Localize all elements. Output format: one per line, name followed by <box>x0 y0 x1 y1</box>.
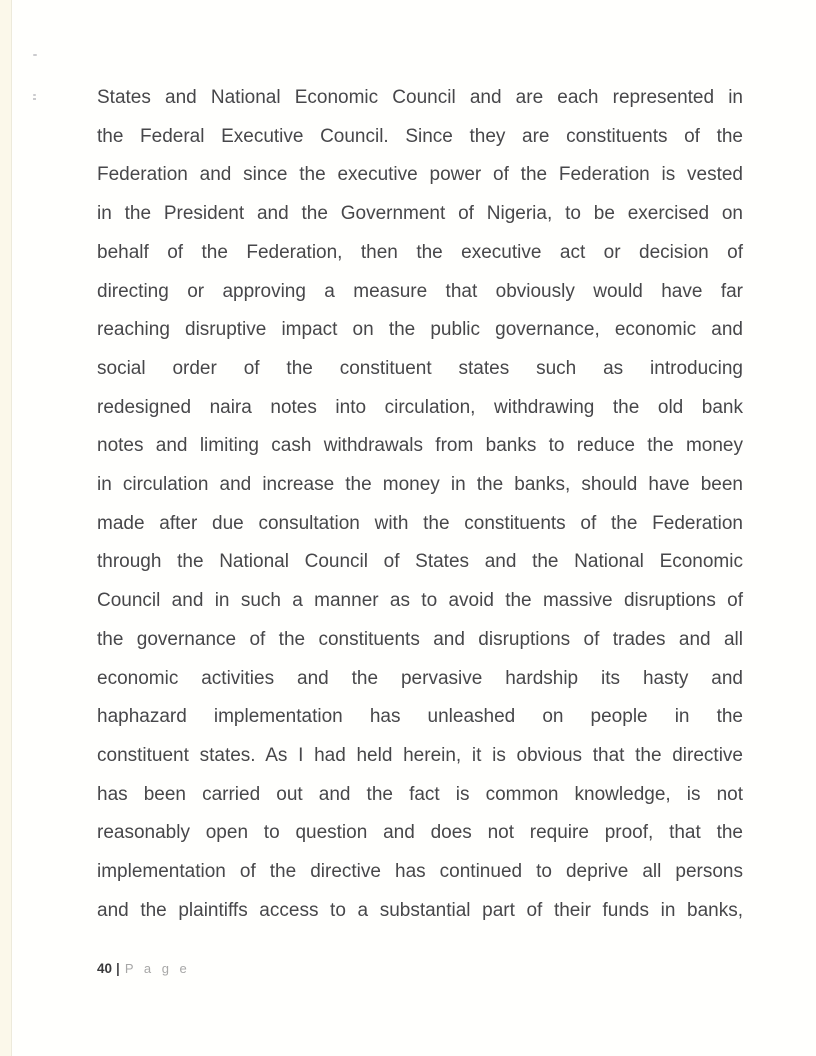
text-line: the governance of the constituents and disruptions of trades and all <box>97 628 743 650</box>
scanned-page-edge <box>0 0 12 1056</box>
text-line: behalf of the Federation, then the executive act or decision of <box>97 241 743 263</box>
text-line: social order of the constituent states such as introducing <box>97 357 743 379</box>
scan-artifact <box>33 94 36 96</box>
text-line: through the National Council of States and the National Economic <box>97 551 743 573</box>
footer-separator: | <box>116 961 120 976</box>
text-line: reasonably open to question and does not require proof, that the <box>97 822 743 844</box>
footer-page-label: P a g e <box>124 961 191 976</box>
text-line: made after due consultation with the constituents of the Federation <box>97 512 743 534</box>
page-number: 40 <box>97 961 113 976</box>
text-line: directing or approving a measure that obviously would have far <box>97 280 743 302</box>
page-footer <box>97 960 190 978</box>
text-line: implementation of the directive has continued to deprive all persons <box>97 861 743 883</box>
text-line: in circulation and increase the money in the banks, should have been <box>97 474 743 496</box>
text-line: reaching disruptive impact on the public governance, economic and <box>97 319 743 341</box>
text-line: economic activities and the pervasive hardship its hasty and <box>97 667 743 689</box>
text-line: redesigned naira notes into circulation, withdrawing the old bank <box>97 396 743 418</box>
text-line: haphazard implementation has unleashed on people in the <box>97 706 743 728</box>
text-line: Council and in such a manner as to avoid the massive disruptions of <box>97 590 743 612</box>
text-line: constituent states. As I had held herein, it is obvious that the directive <box>97 744 743 766</box>
text-line: notes and limiting cash withdrawals from banks to reduce the money <box>97 435 743 457</box>
text-line: the Federal Executive Council. Since they are constituents of the <box>97 125 743 147</box>
text-line: Federation and since the executive power of the Federation is vested <box>97 164 743 186</box>
body-text-paragraph <box>97 79 743 930</box>
scan-artifact <box>33 54 37 56</box>
text-line: States and National Economic Council and are each represented in <box>97 87 743 108</box>
text-line: in the President and the Government of Nigeria, to be exercised on <box>97 203 743 225</box>
text-line: and the plaintiffs access to a substantial part of their funds in banks, <box>97 899 743 921</box>
text-line: has been carried out and the fact is common knowledge, is not <box>97 783 743 805</box>
